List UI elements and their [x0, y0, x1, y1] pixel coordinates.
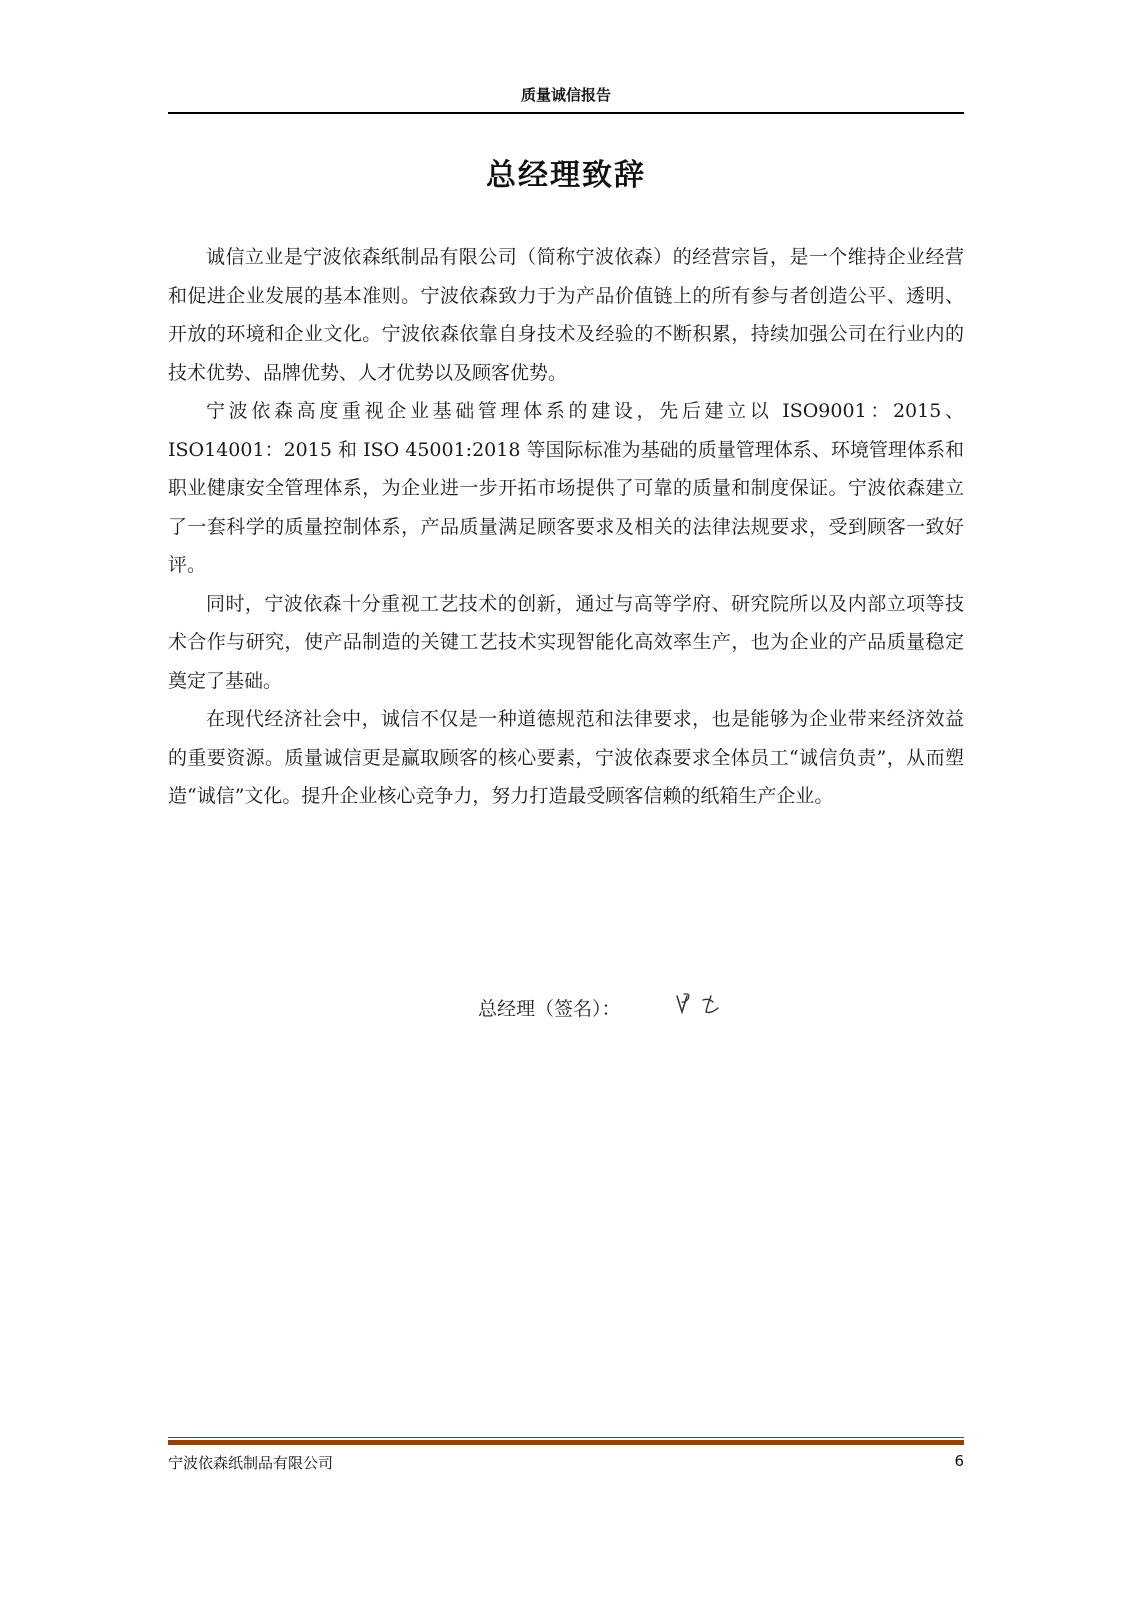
document-title: 总经理致辞 [486, 158, 646, 193]
header-divider [168, 112, 964, 114]
footer-divider-thick [168, 1440, 964, 1445]
paragraph-4: 在现代经济社会中，诚信不仅是一种道德规范和法律要求，也是能够为企业带来经济效益的重要资源。质量诚信更是赢取顾客的核心要素，宁波依森要求全体员工“诚信负责”，从而塑造“诚信”文化。提升企业核心竞争力，努力打造最受顾客信赖的纸箱生产企业。 [168, 708, 964, 807]
page-header: 质量诚信报告 [520, 86, 611, 104]
signature-block [478, 990, 778, 1030]
handwritten-signature [673, 990, 729, 1020]
footer-page-number: 6 [954, 1452, 964, 1470]
document-body [168, 238, 964, 816]
paragraph-1: 诚信立业是宁波依森纸制品有限公司（简称宁波依森）的经营宗旨，是一个维持企业经营和促进企业发展的基本准则。宁波依森致力于为产品价值链上的所有参与者创造公平、透明、开放的环境和企业文化。宁波依森依靠自身技术及经验的不断积累，持续加强公司在行业内的技术优势、品牌优势、人才优势以及顾客优势。 [168, 246, 964, 384]
signature-label: 总经理（签名）： [478, 998, 621, 1020]
paragraph-3: 同时，宁波依森十分重视工艺技术的创新，通过与高等学府、研究院所以及内部立项等技术合作与研究，使产品制造的关键工艺技术实现智能化高效率生产，也为企业的产品质量稳定奠定了基础。 [168, 592, 964, 692]
footer-divider-thin [168, 1437, 964, 1438]
footer-company-name: 宁波依森纸制品有限公司 [168, 1454, 334, 1472]
paragraph-2: 宁波依森高度重视企业基础管理体系的建设，先后建立以 ISO9001：2015、ISO14001：2015 和 ISO 45001:2018 等国际标准为基础的质量管理体系、环境管理体系和职业健康安全管理体系，为企业进一步开拓市场提供了可靠的质量和制度保证。宁波依森建立了一套科学的质量控制体系，产品质量满足顾客要求及相关的法律法规要求，受到顾客一致好评。 [168, 400, 964, 576]
